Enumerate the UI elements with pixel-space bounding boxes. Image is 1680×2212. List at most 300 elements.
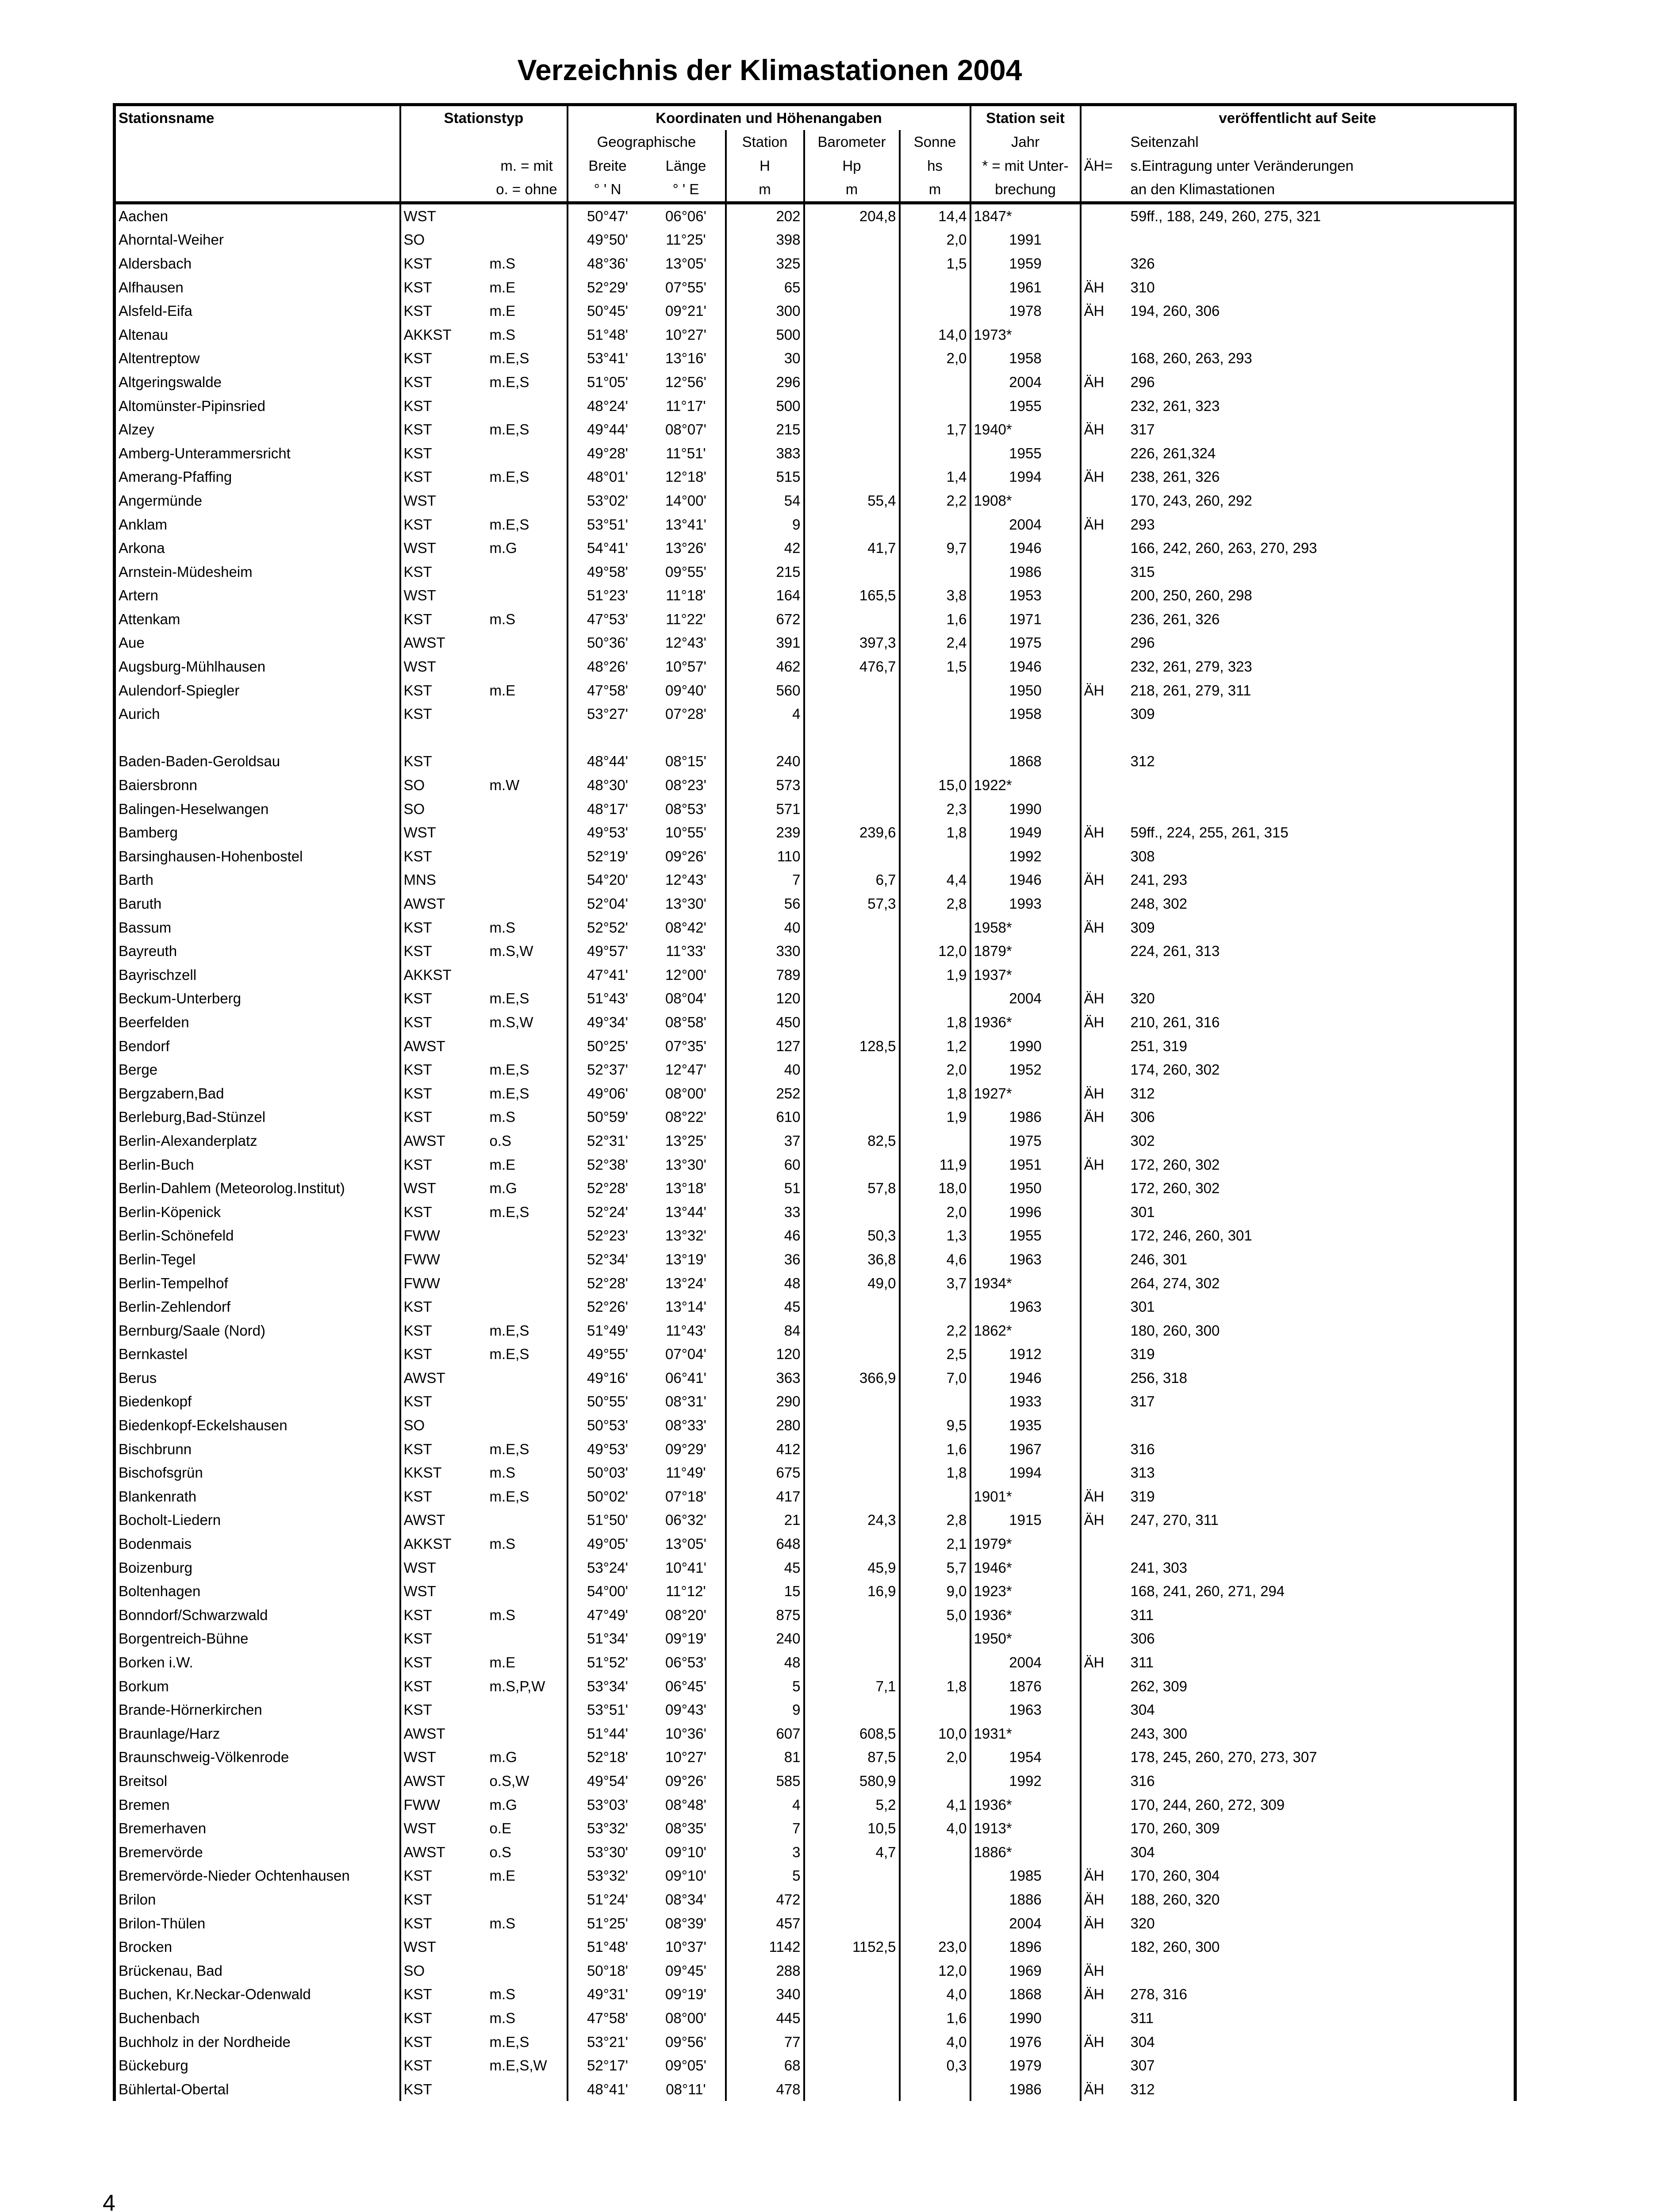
cell-stationstyp: KST: [400, 2078, 487, 2101]
table-row: [115, 299, 1515, 323]
cell-hoehe: 68: [726, 2054, 804, 2078]
cell-seiten: 180, 260, 300: [1128, 1319, 1515, 1343]
table-row: [115, 2054, 1515, 2078]
cell-stationsname: Brilon: [115, 1888, 400, 1912]
cell-breite: 51°52': [568, 1651, 647, 1674]
cell-barometer: 7,1: [804, 1674, 900, 1698]
cell-jahr: 1979: [970, 2054, 1081, 2078]
cell-laenge: 11°22': [666, 611, 706, 627]
table-row: [115, 1959, 1515, 1983]
cell-seiten: 312: [1128, 1082, 1515, 1106]
cell-barometer: 41,7: [804, 536, 900, 560]
cell-barometer: [804, 1105, 900, 1129]
cell-sonne: 5,7: [900, 1556, 970, 1580]
cell-barometer: [804, 1461, 900, 1485]
cell-stationsname: Buchenbach: [115, 2006, 400, 2030]
cell-breite: 49°44': [568, 418, 647, 442]
cell-jahr: 1913*: [970, 1816, 1081, 1840]
cell-hoehe: 1142: [726, 1935, 804, 1959]
cell-breite: 51°05': [568, 370, 647, 394]
table-row: [115, 702, 1515, 726]
cell-aeh: [1081, 797, 1128, 821]
cell-aeh: ÄH: [1081, 2030, 1128, 2054]
cell-stationsname: Berus: [115, 1366, 400, 1390]
table-row: [115, 1461, 1515, 1485]
cell-seiten: [1128, 323, 1515, 347]
cell-sonne: 2,1: [900, 1532, 970, 1556]
cell-laenge: 08°23': [665, 777, 706, 794]
cell-jahr: 1958*: [970, 916, 1081, 940]
station-table: [113, 103, 1517, 2101]
cell-seiten: 301: [1128, 1200, 1515, 1224]
cell-hoehe: 48: [726, 1271, 804, 1295]
cell-stationstyp: KST: [400, 749, 487, 773]
cell-barometer: [804, 1295, 900, 1319]
cell-sonne: 2,5: [900, 1342, 970, 1366]
cell-seiten: 310: [1128, 276, 1515, 300]
cell-seiten: 247, 270, 311: [1128, 1508, 1515, 1532]
cell-ausstattung: m.E,S: [489, 421, 529, 438]
cell-aeh: [1081, 560, 1128, 584]
cell-jahr: 1993: [970, 892, 1081, 916]
cell-ausstattung: [487, 1224, 568, 1248]
cell-breite: 53°30': [568, 1840, 647, 1864]
cell-ausstattung: m.G: [489, 540, 517, 557]
cell-stationstyp: AWST: [400, 1722, 487, 1746]
cell-seiten: [1128, 963, 1515, 987]
cell-stationsname: Beerfelden: [115, 1010, 400, 1034]
cell-ausstattung: m.G: [489, 1749, 517, 1766]
cell-jahr: 1879*: [970, 939, 1081, 963]
cell-ausstattung: [487, 442, 568, 465]
cell-ausstattung: [487, 394, 568, 418]
cell-jahr: [970, 726, 1081, 750]
cell-stationstyp: KST: [400, 442, 487, 465]
cell-seiten: 170, 260, 309: [1128, 1816, 1515, 1840]
cell-stationsname: Berlin-Zehlendorf: [115, 1295, 400, 1319]
cell-aeh: [1081, 1935, 1128, 1959]
cell-ausstattung: m.S: [489, 1464, 516, 1481]
cell-barometer: [804, 1698, 900, 1722]
cell-seiten: 172, 260, 302: [1128, 1153, 1515, 1177]
cell-laenge: 11°49': [666, 1464, 706, 1481]
cell-ausstattung: m.E,S: [489, 1346, 529, 1363]
cell-ausstattung: [487, 655, 568, 679]
cell-sonne: [900, 845, 970, 868]
cell-sonne: [900, 702, 970, 726]
cell-stationsname: Barsinghausen-Hohenbostel: [115, 845, 400, 868]
cell-sonne: [900, 1627, 970, 1651]
cell-stationsname: Amberg-Unterammersricht: [115, 442, 400, 465]
cell-ausstattung: [487, 1959, 568, 1983]
cell-sonne: 1,7: [900, 418, 970, 442]
cell-jahr: 1992: [970, 1769, 1081, 1793]
cell-sonne: [900, 749, 970, 773]
table-row: [115, 963, 1515, 987]
cell-stationsname: Blankenrath: [115, 1485, 400, 1509]
cell-jahr: 1991: [970, 228, 1081, 252]
cell-aeh: ÄH: [1081, 1010, 1128, 1034]
cell-laenge: 13°41': [665, 516, 706, 533]
cell-stationstyp: SO: [400, 1959, 487, 1983]
cell-sonne: 2,0: [900, 346, 970, 370]
cell-hoehe: 675: [726, 1461, 804, 1485]
table-row: [115, 1935, 1515, 1959]
cell-stationsname: Berlin-Dahlem (Meteorolog.Institut): [115, 1176, 400, 1200]
cell-laenge: 12°18': [665, 469, 706, 485]
cell-breite: 49°31': [568, 1982, 647, 2006]
cell-jahr: 1896: [970, 1935, 1081, 1959]
cell-jahr: 1953: [970, 584, 1081, 607]
cell-laenge: 09°05': [665, 2057, 706, 2074]
cell-seiten: 304: [1128, 1698, 1515, 1722]
cell-jahr: 1955: [970, 1224, 1081, 1248]
cell-breite: 52°28': [568, 1176, 647, 1200]
cell-breite: 53°02': [568, 489, 647, 513]
table-row: [115, 1437, 1515, 1461]
cell-seiten: 278, 316: [1128, 1982, 1515, 2006]
cell-stationsname: Buchen, Kr.Neckar-Odenwald: [115, 1982, 400, 2006]
header-klimastationen: an den Klimastationen: [1128, 177, 1515, 203]
cell-sonne: [900, 276, 970, 300]
cell-seiten: 246, 301: [1128, 1248, 1515, 1271]
cell-stationsname: Bonndorf/Schwarzwald: [115, 1603, 400, 1627]
cell-laenge: 13°30': [665, 895, 706, 912]
cell-sonne: [900, 1295, 970, 1319]
cell-ausstattung: [487, 1295, 568, 1319]
cell-hoehe: [726, 726, 804, 750]
cell-barometer: 476,7: [804, 655, 900, 679]
cell-aeh: [1081, 1840, 1128, 1864]
cell-barometer: [804, 394, 900, 418]
cell-hoehe: 325: [726, 252, 804, 276]
cell-barometer: [804, 702, 900, 726]
header-cell: [1081, 177, 1128, 203]
table-row: [115, 1698, 1515, 1722]
cell-laenge: 09°26': [665, 848, 706, 864]
cell-stationsname: Aulendorf-Spiegler: [115, 679, 400, 703]
cell-breite: 50°59': [568, 1105, 647, 1129]
table-row: [115, 228, 1515, 252]
cell-seiten: 226, 261,324: [1128, 442, 1515, 465]
cell-ausstattung: o.S,W: [489, 1772, 529, 1789]
cell-seiten: 194, 260, 306: [1128, 299, 1515, 323]
cell-laenge: 09°10': [665, 1867, 706, 1884]
cell-stationsname: Baiersbronn: [115, 773, 400, 797]
table-row: [115, 1603, 1515, 1627]
cell-stationstyp: KST: [400, 276, 487, 300]
cell-jahr: 2004: [970, 1651, 1081, 1674]
cell-jahr: 1986: [970, 1105, 1081, 1129]
cell-sonne: [900, 394, 970, 418]
cell-breite: 51°25': [568, 1912, 647, 1936]
cell-seiten: 319: [1128, 1485, 1515, 1509]
cell-stationstyp: KST: [400, 1295, 487, 1319]
cell-ausstattung: o.E: [489, 1820, 512, 1837]
cell-sonne: 4,0: [900, 1816, 970, 1840]
cell-ausstattung: [487, 1034, 568, 1058]
cell-hoehe: 46: [726, 1224, 804, 1248]
cell-stationstyp: AWST: [400, 1129, 487, 1153]
cell-stationstyp: KST: [400, 1674, 487, 1698]
cell-seiten: 316: [1128, 1437, 1515, 1461]
cell-seiten: 301: [1128, 1295, 1515, 1319]
cell-stationsname: Boltenhagen: [115, 1579, 400, 1603]
cell-hoehe: 77: [726, 2030, 804, 2054]
cell-jahr: 1952: [970, 1058, 1081, 1082]
cell-stationstyp: KST: [400, 679, 487, 703]
cell-aeh: [1081, 749, 1128, 773]
cell-stationstyp: KST: [400, 702, 487, 726]
cell-hoehe: 445: [726, 2006, 804, 2030]
cell-breite: 49°55': [568, 1342, 647, 1366]
cell-breite: 53°21': [568, 2030, 647, 2054]
cell-sonne: 2,4: [900, 631, 970, 655]
cell-stationsname: Bernburg/Saale (Nord): [115, 1319, 400, 1343]
cell-jahr: 1936*: [970, 1603, 1081, 1627]
cell-stationsname: Borkum: [115, 1674, 400, 1698]
table-row: [115, 821, 1515, 845]
cell-stationstyp: AKKST: [400, 963, 487, 987]
cell-aeh: [1081, 1556, 1128, 1580]
cell-barometer: 36,8: [804, 1248, 900, 1271]
cell-breite: 50°02': [568, 1485, 647, 1509]
cell-seiten: 317: [1128, 418, 1515, 442]
cell-sonne: [900, 679, 970, 703]
cell-breite: 53°27': [568, 702, 647, 726]
cell-laenge: 13°05': [665, 255, 706, 272]
header-station: Station: [726, 130, 804, 154]
cell-ausstattung: [487, 1698, 568, 1722]
cell-seiten: 311: [1128, 1651, 1515, 1674]
cell-laenge: 08°42': [665, 919, 706, 936]
cell-hoehe: 3: [726, 1840, 804, 1864]
header-brechung: brechung: [970, 177, 1081, 203]
cell-aeh: [1081, 939, 1128, 963]
table-header: [115, 105, 1515, 203]
cell-seiten: 315: [1128, 560, 1515, 584]
cell-breite: 51°48': [568, 1935, 647, 1959]
cell-aeh: ÄH: [1081, 679, 1128, 703]
cell-barometer: [804, 1864, 900, 1888]
cell-jahr: 1946: [970, 536, 1081, 560]
cell-seiten: 316: [1128, 1769, 1515, 1793]
cell-barometer: [804, 1532, 900, 1556]
cell-hoehe: 4: [726, 1793, 804, 1817]
cell-laenge: 07°04': [665, 1346, 706, 1363]
cell-barometer: 82,5: [804, 1129, 900, 1153]
cell-ausstattung: m.E,S: [489, 990, 529, 1007]
header-ohne: o. = ohne: [487, 177, 568, 203]
cell-sonne: 3,7: [900, 1271, 970, 1295]
cell-laenge: 12°56': [665, 373, 706, 390]
table-row: [115, 2078, 1515, 2101]
cell-ausstattung: [487, 1248, 568, 1271]
cell-stationsname: Borken i.W.: [115, 1651, 400, 1674]
cell-hoehe: 48: [726, 1651, 804, 1674]
cell-laenge: 08°53': [665, 800, 706, 817]
cell-breite: 47°49': [568, 1603, 647, 1627]
cell-barometer: [804, 2030, 900, 2054]
cell-jahr: 1978: [970, 299, 1081, 323]
cell-ausstattung: m.G: [489, 1796, 517, 1813]
cell-stationsname: Angermünde: [115, 489, 400, 513]
cell-ausstattung: m.G: [489, 1180, 517, 1197]
cell-stationsname: Arnstein-Müdesheim: [115, 560, 400, 584]
cell-barometer: [804, 1437, 900, 1461]
cell-stationstyp: KST: [400, 370, 487, 394]
cell-laenge: 10°41': [665, 1559, 706, 1576]
cell-breite: 50°47': [568, 203, 647, 228]
cell-aeh: ÄH: [1081, 916, 1128, 940]
table-row: [115, 1485, 1515, 1509]
cell-ausstattung: [487, 845, 568, 868]
cell-laenge: 08°00': [665, 1085, 706, 1102]
cell-breite: 49°16': [568, 1366, 647, 1390]
cell-laenge: 10°27': [665, 1749, 706, 1766]
cell-stationsname: Berge: [115, 1058, 400, 1082]
cell-seiten: 172, 260, 302: [1128, 1176, 1515, 1200]
cell-ausstattung: m.E: [489, 279, 516, 296]
cell-stationstyp: KKST: [400, 1461, 487, 1485]
cell-breite: 51°44': [568, 1722, 647, 1746]
header-unit-e: ° ' E: [647, 177, 726, 203]
cell-jahr: 1955: [970, 394, 1081, 418]
cell-barometer: [804, 2006, 900, 2030]
cell-aeh: [1081, 1200, 1128, 1224]
cell-seiten: 309: [1128, 702, 1515, 726]
cell-seiten: 170, 244, 260, 272, 309: [1128, 1793, 1515, 1817]
cell-seiten: 302: [1128, 1129, 1515, 1153]
cell-breite: 48°44': [568, 749, 647, 773]
cell-aeh: [1081, 489, 1128, 513]
header-barometer: Barometer: [804, 130, 900, 154]
cell-hoehe: 127: [726, 1034, 804, 1058]
cell-hoehe: 215: [726, 560, 804, 584]
cell-sonne: 2,0: [900, 1200, 970, 1224]
cell-seiten: 307: [1128, 2054, 1515, 2078]
cell-jahr: 1868: [970, 749, 1081, 773]
cell-laenge: [647, 726, 726, 750]
cell-aeh: [1081, 1248, 1128, 1271]
cell-breite: 50°03': [568, 1461, 647, 1485]
cell-aeh: [1081, 252, 1128, 276]
cell-aeh: [1081, 1176, 1128, 1200]
cell-laenge: 08°20': [665, 1606, 706, 1623]
cell-barometer: [804, 797, 900, 821]
cell-sonne: 7,0: [900, 1366, 970, 1390]
cell-sonne: 1,6: [900, 607, 970, 631]
cell-jahr: 1959: [970, 252, 1081, 276]
table-row: [115, 749, 1515, 773]
cell-barometer: [804, 963, 900, 987]
header-stationstyp: Stationstyp: [400, 105, 568, 131]
cell-jahr: 1886*: [970, 1840, 1081, 1864]
cell-stationstyp: KST: [400, 252, 487, 276]
cell-seiten: 232, 261, 279, 323: [1128, 655, 1515, 679]
cell-ausstattung: [487, 749, 568, 773]
cell-sonne: 23,0: [900, 1935, 970, 1959]
cell-seiten: [1128, 797, 1515, 821]
cell-hoehe: 875: [726, 1603, 804, 1627]
cell-hoehe: 33: [726, 1200, 804, 1224]
cell-barometer: [804, 228, 900, 252]
header-cell: [400, 154, 487, 178]
cell-breite: 51°34': [568, 1627, 647, 1651]
cell-stationstyp: WST: [400, 584, 487, 607]
cell-hoehe: 573: [726, 773, 804, 797]
cell-laenge: 11°33': [666, 943, 706, 960]
cell-ausstattung: m.S: [489, 1606, 516, 1623]
cell-sonne: [900, 1864, 970, 1888]
cell-breite: 51°49': [568, 1319, 647, 1343]
table-row: [115, 797, 1515, 821]
cell-breite: 52°34': [568, 1248, 647, 1271]
cell-breite: 53°32': [568, 1864, 647, 1888]
cell-ausstattung: m.S: [489, 919, 516, 936]
table-row: [115, 1058, 1515, 1082]
cell-jahr: 1990: [970, 797, 1081, 821]
cell-barometer: [804, 276, 900, 300]
cell-stationsname: Bremerhaven: [115, 1816, 400, 1840]
cell-jahr: 1985: [970, 1864, 1081, 1888]
table-row: [115, 1295, 1515, 1319]
cell-sonne: [900, 370, 970, 394]
cell-aeh: [1081, 203, 1128, 228]
cell-jahr: 1950: [970, 1176, 1081, 1200]
cell-stationstyp: KST: [400, 1888, 487, 1912]
station-table-wrapper: [113, 103, 1517, 2101]
header-cell: [400, 177, 487, 203]
table-row: [115, 323, 1515, 347]
cell-barometer: [804, 1982, 900, 2006]
header-laenge: Länge: [665, 157, 706, 174]
cell-stationsname: Berleburg,Bad-Stünzel: [115, 1105, 400, 1129]
table-row: [115, 1556, 1515, 1580]
cell-stationstyp: KST: [400, 1603, 487, 1627]
cell-barometer: 87,5: [804, 1745, 900, 1769]
cell-barometer: [804, 323, 900, 347]
table-row: [115, 1912, 1515, 1936]
cell-stationstyp: KST: [400, 1437, 487, 1461]
header-cell: [400, 130, 487, 154]
cell-jahr: 1931*: [970, 1722, 1081, 1746]
cell-barometer: [804, 1342, 900, 1366]
cell-hoehe: 120: [726, 987, 804, 1010]
cell-sonne: 9,7: [900, 536, 970, 560]
cell-stationstyp: KST: [400, 1058, 487, 1082]
cell-hoehe: 560: [726, 679, 804, 703]
cell-breite: 49°54': [568, 1769, 647, 1793]
cell-ausstattung: [487, 203, 568, 228]
cell-seiten: 238, 261, 326: [1128, 465, 1515, 489]
cell-hoehe: 417: [726, 1485, 804, 1509]
cell-hoehe: 391: [726, 631, 804, 655]
cell-laenge: 11°43': [666, 1322, 706, 1339]
cell-breite: 52°37': [568, 1058, 647, 1082]
cell-jahr: 1862*: [970, 1319, 1081, 1343]
header-cell: [115, 154, 400, 178]
cell-seiten: 320: [1128, 987, 1515, 1010]
cell-stationsname: Berlin-Tempelhof: [115, 1271, 400, 1295]
cell-jahr: 1935: [970, 1413, 1081, 1437]
cell-barometer: [804, 465, 900, 489]
header-unit-m: m: [726, 177, 804, 203]
cell-barometer: [804, 1058, 900, 1082]
cell-jahr: 1963: [970, 1698, 1081, 1722]
cell-jahr: 1946: [970, 868, 1081, 892]
cell-aeh: [1081, 1366, 1128, 1390]
